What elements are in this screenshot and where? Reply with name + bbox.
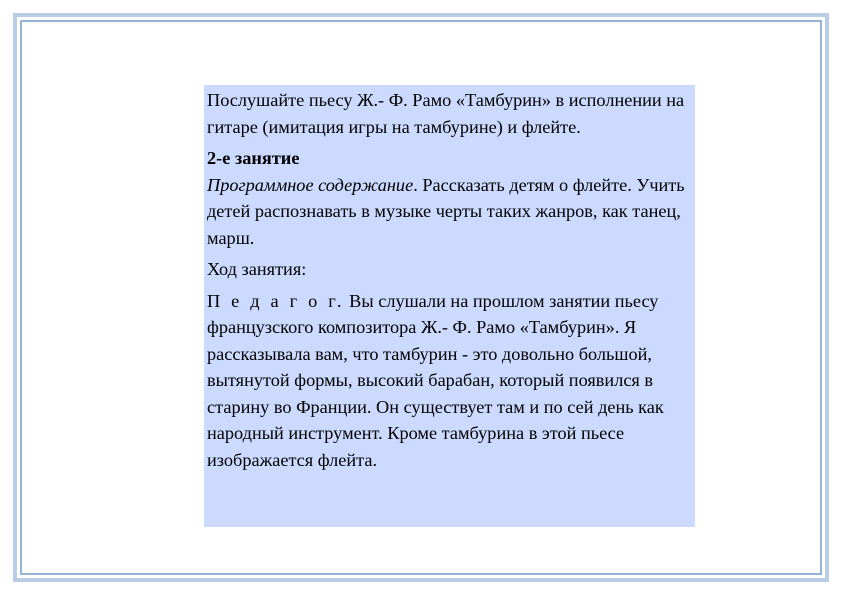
intro-paragraph: Послушайте пьесу Ж.- Ф. Рамо «Тамбурин» в исполнении на гитаре (имитация игры на тамбурине) и флейте. xyxy=(207,90,685,137)
speaker-label: П е д а г о г. xyxy=(207,290,345,311)
lesson-heading: 2-е занятие xyxy=(207,148,300,168)
teacher-paragraph xyxy=(207,288,691,474)
speech-text: Вы слушали на прошлом занятии пьесу французского композитора Ж.- Ф. Рамо «Тамбурин». Я рассказывала вам, что тамбурин - это довольно большой, вытянутой формы, высокий барабан, который появился в старину во Франции. Он существует там и по сей день как народный инструмент. Кроме тамбурина в этой пьесе изображается флейта. xyxy=(207,290,664,470)
course-heading: Ход занятия: xyxy=(207,259,307,279)
program-text: . Рассказать детям о флейте. Учить детей распознавать в музыке черты таких жанров, как танец, марш. xyxy=(207,174,685,248)
text-box xyxy=(204,85,695,527)
program-paragraph xyxy=(207,172,691,252)
program-label: Программное содержание xyxy=(207,174,414,195)
